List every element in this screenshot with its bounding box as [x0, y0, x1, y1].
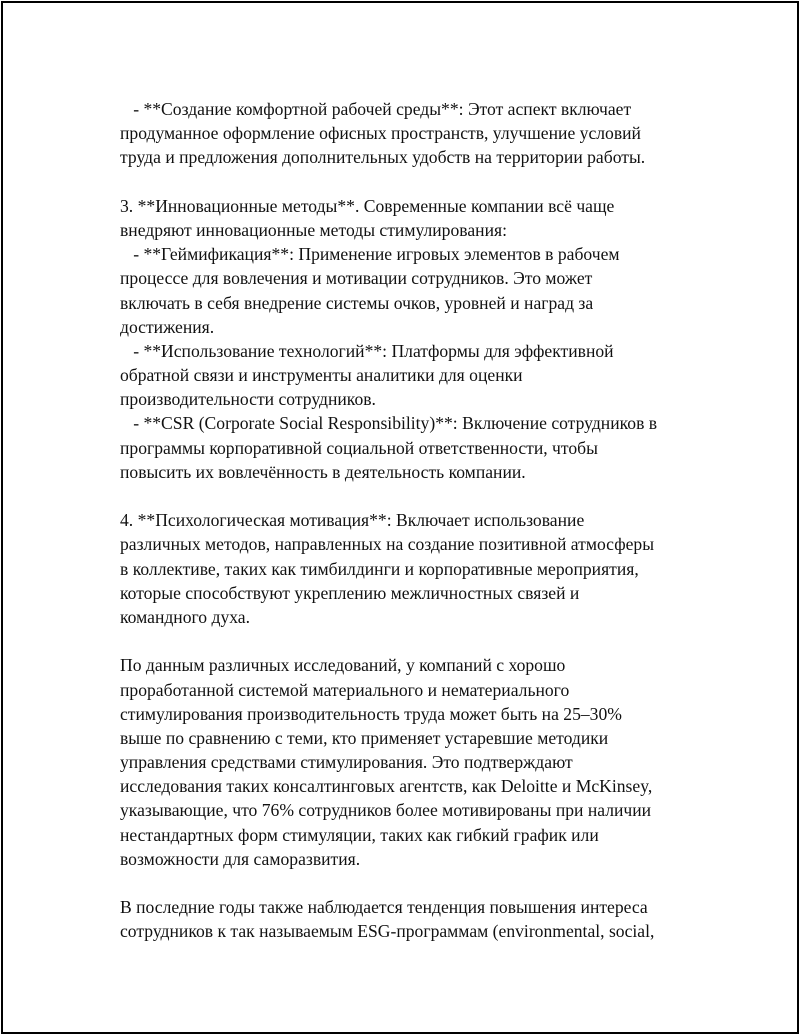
paragraph-comfort-environment: [120, 97, 700, 170]
text-line: командного духа.: [120, 606, 251, 627]
paragraph-psychological-motivation: [120, 508, 700, 629]
text-line: сотрудников к так называемым ESG-программам (environmental, social,: [120, 921, 655, 942]
text-line: которые способствуют укреплению межличностных связей и: [120, 582, 580, 603]
text-line: управления средствами стимулирования. Это подтверждают: [120, 752, 573, 773]
document-body: [120, 97, 700, 944]
text-line: процессе для вовлечения и мотивации сотрудников. Это может: [120, 268, 593, 289]
paragraph-spacer: [120, 871, 700, 895]
text-line: включать в себя внедрение системы очков, уровней и наград за: [120, 292, 594, 313]
text-line: выше по сравнению с теми, кто применяет устаревшие методики: [120, 727, 609, 748]
paragraph-innovative-methods: [120, 194, 700, 484]
text-line: внедряют инновационные методы стимулирования:: [120, 219, 507, 240]
text-line: исследования таких консалтинговых агентств, как Deloitte и McKinsey,: [120, 776, 653, 797]
text-line: труда и предложения дополнительных удобств на территории работы.: [120, 147, 646, 168]
text-line: продуманное оформление офисных пространств, улучшение условий: [120, 123, 641, 144]
text-line: различных методов, направленных на создание позитивной атмосферы: [120, 534, 655, 555]
text-line: - **Создание комфортной рабочей среды**: Этот аспект включает: [120, 99, 632, 119]
paragraph-spacer: [120, 170, 700, 194]
text-line: производительности сотрудников.: [120, 389, 376, 410]
text-line: обратной связи и инструменты аналитики для оценки: [120, 365, 523, 386]
text-line: возможности для саморазвития.: [120, 848, 361, 869]
text-line: нестандартных форм стимуляции, таких как гибкий график или: [120, 824, 599, 845]
paragraph-spacer: [120, 484, 700, 508]
text-line: проработанной системой материального и нематериального: [120, 679, 570, 700]
page-frame: [1, 1, 799, 1034]
text-line: 4. **Психологическая мотивация**: Включает использование: [120, 510, 585, 531]
text-line: указывающие, что 76% сотрудников более мотивированы при наличии: [120, 800, 652, 821]
text-line: 3. **Инновационные методы**. Современные компании всё чаще: [120, 195, 615, 216]
paragraph-research-data: [120, 653, 700, 871]
text-line: программы корпоративной социальной ответственности, чтобы: [120, 437, 598, 458]
paragraph-spacer: [120, 629, 700, 653]
text-line: в коллективе, таких как тимбилдинги и корпоративные мероприятия,: [120, 558, 639, 579]
text-line: повысить их вовлечённость в деятельность компании.: [120, 461, 526, 482]
text-line: - **CSR (Corporate Social Responsibility)**: Включение сотрудников в: [120, 413, 658, 434]
text-line: - **Геймификация**: Применение игровых элементов в рабочем: [120, 244, 620, 265]
text-line: По данным различных исследований, у компаний с хорошо: [120, 655, 566, 676]
text-line: стимулирования производительность труда может быть на 25–30%: [120, 703, 622, 724]
text-line: В последние годы также наблюдается тенденция повышения интереса: [120, 897, 648, 918]
paragraph-esg-trend: [120, 895, 700, 943]
text-line: достижения.: [120, 316, 215, 337]
text-line: - **Использование технологий**: Платформы для эффективной: [120, 340, 614, 361]
